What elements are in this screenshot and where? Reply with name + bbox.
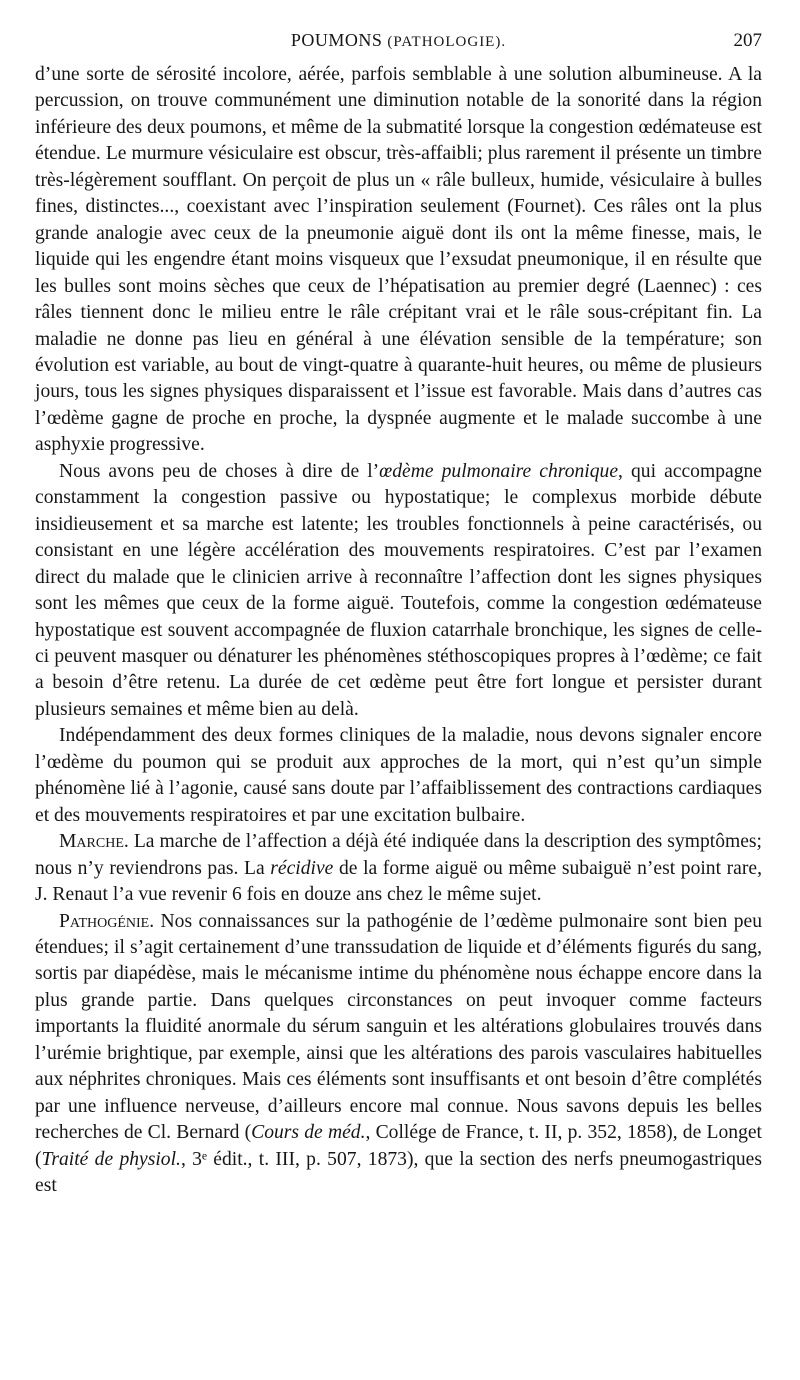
page-number: 207 [733, 30, 762, 51]
text-run: de la forme aiguë ou même subaiguë n’est point rare, J. Renaut l’a vue revenir 6 fois en douze ans chez le même sujet. [35, 857, 762, 906]
text-run: d’une sorte de sérosité incolore, aérée, parfois semblable à une solution albumineuse. A la percussion, on trouve communément une diminution notable de la sonorité dans la région inférieure des deux poumons, et même de la submatité lorsque la congestion œdémateuse est étendue. Le murmure vésiculaire est obscur, très-affaibli; plus rarement il présente un timbre très-légèrement soufflant. On perçoit de plus un « râle bulleux, humide, vésiculaire à bulles fines, distinctes..., coexistant avec l’inspiration seulement (Fournet). Ces râles ont la plus grande analogie avec ceux de la pneumonie aiguë dont ils ont la même finesse, mais, le liquide qui les engendre étant moins visqueux que l’exsudat pneumonique, il en résulte que les bulles sont moins sèches que ceux de l’hépatisation au premier degré (Laennec) : ces râles tiennent donc le milieu entre le râle crépitant vrai et le râle sous-crépitant fin. La maladie ne donne pas lieu en général à une élévation sensible de la température; son évolution est variable, au bout de vingt-quatre à quarante-huit heures, ou même de plusieurs jours, tous les signes physiques disparaissent et l’issue est favorable. Mais dans d’autres cas l’œdème gagne de proche en proche, la dyspnée augmente et le malade succombe à une asphyxie progressive. [35, 64, 762, 456]
running-title-sub: (PATHOLOGIE). [387, 34, 507, 50]
italic-text: Cours de méd. [251, 1122, 366, 1144]
italic-text: Traité de physiol. [41, 1148, 181, 1170]
text-run: Indépendamment des deux formes cliniques de la maladie, nous devons signaler encore l’œdème du poumon qui se produit aux approches de la mort, qui n’est qu’un simple phénomène lié à l’agonie, causé sans doute par l’affaiblissement des contractions cardiaques et des mouvements respiratoires et par une excitation bulbaire. [35, 725, 762, 826]
paragraph [35, 459, 762, 724]
running-header [35, 30, 762, 56]
section-heading: Pathogénie. [59, 910, 155, 932]
text-run: , 3ᵉ édit., t. III, p. 507, 1873), que la section des nerfs pneumogastriques est [35, 1148, 762, 1197]
paragraph [35, 829, 762, 908]
italic-text: récidive [270, 857, 334, 879]
text-run: , Collége de France, t. II, p. 352, 1858), de Longet ( [35, 1122, 763, 1170]
paragraph [35, 723, 762, 829]
running-title-main: POUMONS [290, 30, 383, 50]
paragraph [35, 909, 762, 1200]
paragraph [35, 62, 762, 459]
text-run: Nous avons peu de choses à dire de l’ [59, 460, 380, 482]
text-run: La marche de l’affection a déjà été indiquée dans la description des symptômes; nous n’y reviendrons pas. La [35, 831, 762, 879]
text-run: Nos connaissances sur la pathogénie de l’œdème pulmonaire sont bien peu étendues; il s’agit certainement d’une transsudation de liquide et d’éléments figurés du sang, sortis par diapédèse, mais le mécanisme intime du phénomène nous échappe encore dans la plus grande partie. Dans quelques circonstances on peut invoquer comme facteurs importants la fluidité anormale du sérum sanguin et les altérations globulaires trouvés dans l’urémie brightique, par exemple, ainsi que les altérations des parois vasculaires habituelles aux néphrites chroniques. Mais ces éléments sont insuffisants et ont besoin d’être complétés par une influence nerveuse, d’ailleurs encore mal connue. Nous savons depuis les belles recherches de Cl. Bernard ( [35, 910, 762, 1144]
italic-text: œdème pulmonaire chronique [379, 460, 619, 482]
page-body [35, 62, 762, 1199]
text-run: , qui accompagne constamment la congestion passive ou hypostatique; le complexus morbide débute insidieusement et sa marche est latente; les troubles fonctionnels à peine caractérisés, ou consistant en une légère accélération des mouvements respiratoires. C’est par l’examen direct du malade que le clinicien arrive à reconnaître l’affection dont les signes physiques sont les mêmes que ceux de la forme aiguë. Toutefois, comme la congestion œdémateuse hypostatique est souvent accompagnée de fluxion catarrhale bronchique, les signes de celle-ci peuvent masquer ou dénaturer les phénomènes stéthoscopiques propres à l’œdème; ce fait a besoin d’être retenu. La durée de cet œdème peut être fort longue et persister durant plusieurs semaines et même bien au delà. [35, 460, 762, 720]
section-heading: Marche. [59, 831, 129, 853]
running-title [35, 30, 762, 51]
